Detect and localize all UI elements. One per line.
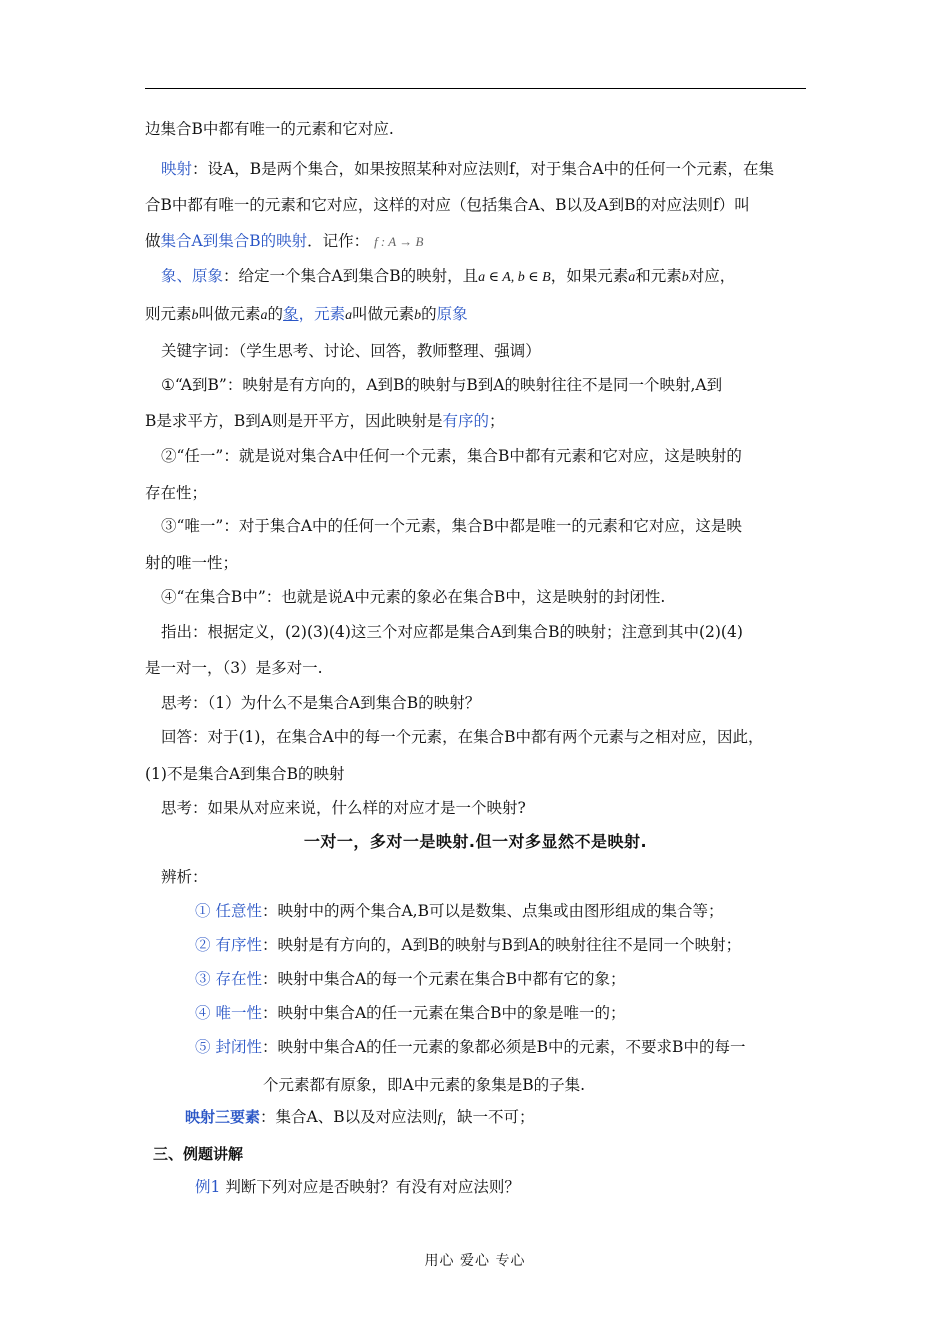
text: 是一对一，（3）是多对一. xyxy=(145,659,323,677)
text: 叫做元素 xyxy=(198,305,261,323)
text: 存在性； xyxy=(145,484,208,502)
keywords-heading xyxy=(161,340,541,362)
text: 的 xyxy=(267,305,284,323)
analysis-heading xyxy=(161,866,208,888)
emphasis-statement xyxy=(145,831,806,853)
header-rule xyxy=(145,88,806,89)
var-b: b xyxy=(681,270,689,285)
text-line xyxy=(145,410,505,432)
var-a: a xyxy=(260,308,268,323)
num: ③ xyxy=(195,970,211,988)
text: ：设A，B是两个集合，如果按照某种对应法则f，对于集合A中的任何一个元素，在集 xyxy=(192,160,775,178)
text: 思考：（1）为什么不是集合A到集合B的映射？ xyxy=(161,694,481,712)
text-line xyxy=(145,194,750,216)
text: 个元素都有原象，即A中元素的象集是B的子集. xyxy=(263,1076,586,1094)
text: ：集合A、B以及对应法则 xyxy=(260,1108,438,1126)
num: ① xyxy=(195,902,211,920)
var-a: a xyxy=(345,308,353,323)
formula-mapping: f : A → B xyxy=(374,234,424,249)
text: ①“A到B”：映射是有方向的，A到B的映射与B到A的映射往往不是同一个映射,A到 xyxy=(161,376,723,394)
text: ：给定一个集合A到集合B的映射，且 xyxy=(223,267,479,285)
var-b: b xyxy=(191,308,199,323)
term-three-elements: 映射三要素 xyxy=(185,1108,261,1126)
text-line xyxy=(145,118,394,140)
text: ，元素 xyxy=(298,305,346,323)
text: ：映射中集合A的任一元素在集合B中的象是唯一的； xyxy=(261,1004,626,1022)
think-1 xyxy=(161,692,480,714)
text: 一对一，多对一是映射.但一对多显然不是映射. xyxy=(303,832,648,851)
term-uniqueness: 唯一性 xyxy=(215,1004,262,1022)
text-line xyxy=(145,763,345,785)
keyword-2 xyxy=(161,445,742,467)
text: ④“在集合B中”：也就是说A中元素的象必在集合B中，这是映射的封闭性. xyxy=(161,588,666,606)
text: ②“任一”：就是说对集合A中任何一个元素，集合B中都有元素和它对应，这是映射的 xyxy=(161,447,742,465)
term-image: 象 xyxy=(283,305,299,323)
text: 三、例题讲解 xyxy=(153,1145,244,1163)
property-2 xyxy=(195,934,741,956)
text: 回答：对于(1)，在集合A中的每一个元素，在集合B中都有两个元素与之相对应，因此， xyxy=(161,728,764,746)
var-b: b xyxy=(414,308,422,323)
text: B是求平方，B到A则是开平方，因此映射是 xyxy=(145,412,443,430)
point-out xyxy=(161,621,743,643)
term-ordered: 有序的 xyxy=(442,412,489,430)
term-preimage: 原象 xyxy=(436,305,468,323)
term-closure: 封闭性 xyxy=(215,1038,262,1056)
text-line xyxy=(145,657,323,679)
formula-membership: a ∈ A, b ∈ B xyxy=(478,270,551,285)
footer-text: 用心 爱心 专心 xyxy=(424,1253,526,1269)
term-existence: 存在性 xyxy=(215,970,262,988)
text: 关键字词：（学生思考、讨论、回答，教师整理、强调） xyxy=(161,342,541,360)
num: ⑤ xyxy=(195,1038,211,1056)
text: 辨析： xyxy=(161,868,208,886)
three-elements xyxy=(185,1106,535,1130)
text: ：映射中的两个集合A,B可以是数集、点集或由图形组成的集合等； xyxy=(261,902,724,920)
var-a: a xyxy=(628,270,636,285)
term-mapping: 映射 xyxy=(161,160,193,178)
text: ； xyxy=(489,412,505,430)
property-4 xyxy=(195,1002,626,1024)
text: ③“唯一”：对于集合A中的任何一个元素，集合B中都是唯一的元素和它对应，这是映 xyxy=(161,517,742,535)
term-ordering: 有序性 xyxy=(215,936,262,954)
property-3 xyxy=(195,968,626,990)
text: 指出：根据定义，(2)(3)(4)这三个对应都是集合A到集合B的映射；注意到其中(2)(4) xyxy=(161,623,743,641)
term-mapping-a-to-b: 集合A到集合B的映射 xyxy=(160,232,308,250)
term-arbitrariness: 任意性 xyxy=(215,902,262,920)
keyword-3 xyxy=(161,515,742,537)
property-1 xyxy=(195,900,723,922)
term-image-preimage: 象、原象 xyxy=(161,267,224,285)
text: ：映射中集合A的任一元素的象都必须是B中的元素，不要求B中的每一 xyxy=(261,1038,746,1056)
example-label: 例1 xyxy=(195,1178,221,1196)
text: 合B中都有唯一的元素和它对应，这样的对应（包括集合A、B以及A到B的对应法则f）叫 xyxy=(145,196,750,214)
text: 射的唯一性； xyxy=(145,554,239,572)
example-1 xyxy=(195,1176,520,1198)
text-line xyxy=(145,303,468,327)
text: 做 xyxy=(145,232,161,250)
text: 思考：如果从对应来说，什么样的对应才是一个映射? xyxy=(161,799,526,817)
text-line xyxy=(145,230,423,253)
text-line xyxy=(145,482,207,504)
text-line xyxy=(145,552,238,574)
property-5 xyxy=(195,1036,745,1058)
text: 叫做元素 xyxy=(352,305,415,323)
var-f: f xyxy=(437,1111,442,1126)
num: ② xyxy=(195,936,211,954)
num: ④ xyxy=(195,1004,211,1022)
text: ：映射是有方向的，A到B的映射与B到A的映射往往不是同一个映射； xyxy=(261,936,742,954)
text: ，如果元素 xyxy=(550,267,629,285)
text: 对应， xyxy=(688,267,736,285)
text: ．记作： xyxy=(307,232,370,250)
text: ：映射中集合A的每一个元素在集合B中都有它的象； xyxy=(261,970,626,988)
text: 的 xyxy=(421,305,437,323)
keyword-1 xyxy=(161,374,722,396)
think-2 xyxy=(161,797,526,819)
section-heading xyxy=(153,1143,243,1165)
text: 和元素 xyxy=(635,267,682,285)
text: (1)不是集合A到集合B的映射 xyxy=(145,765,345,783)
text: 边集合B中都有唯一的元素和它对应. xyxy=(145,120,394,138)
keyword-4 xyxy=(161,586,665,608)
answer xyxy=(161,726,764,748)
text: ，缺一不可； xyxy=(441,1108,535,1126)
property-5-cont xyxy=(263,1074,585,1096)
definition-image xyxy=(161,265,735,289)
text: 则元素 xyxy=(145,305,192,323)
definition-mapping xyxy=(161,158,774,180)
text: 判断下列对应是否映射？有没有对应法则？ xyxy=(225,1178,520,1196)
page-footer xyxy=(0,1250,950,1270)
